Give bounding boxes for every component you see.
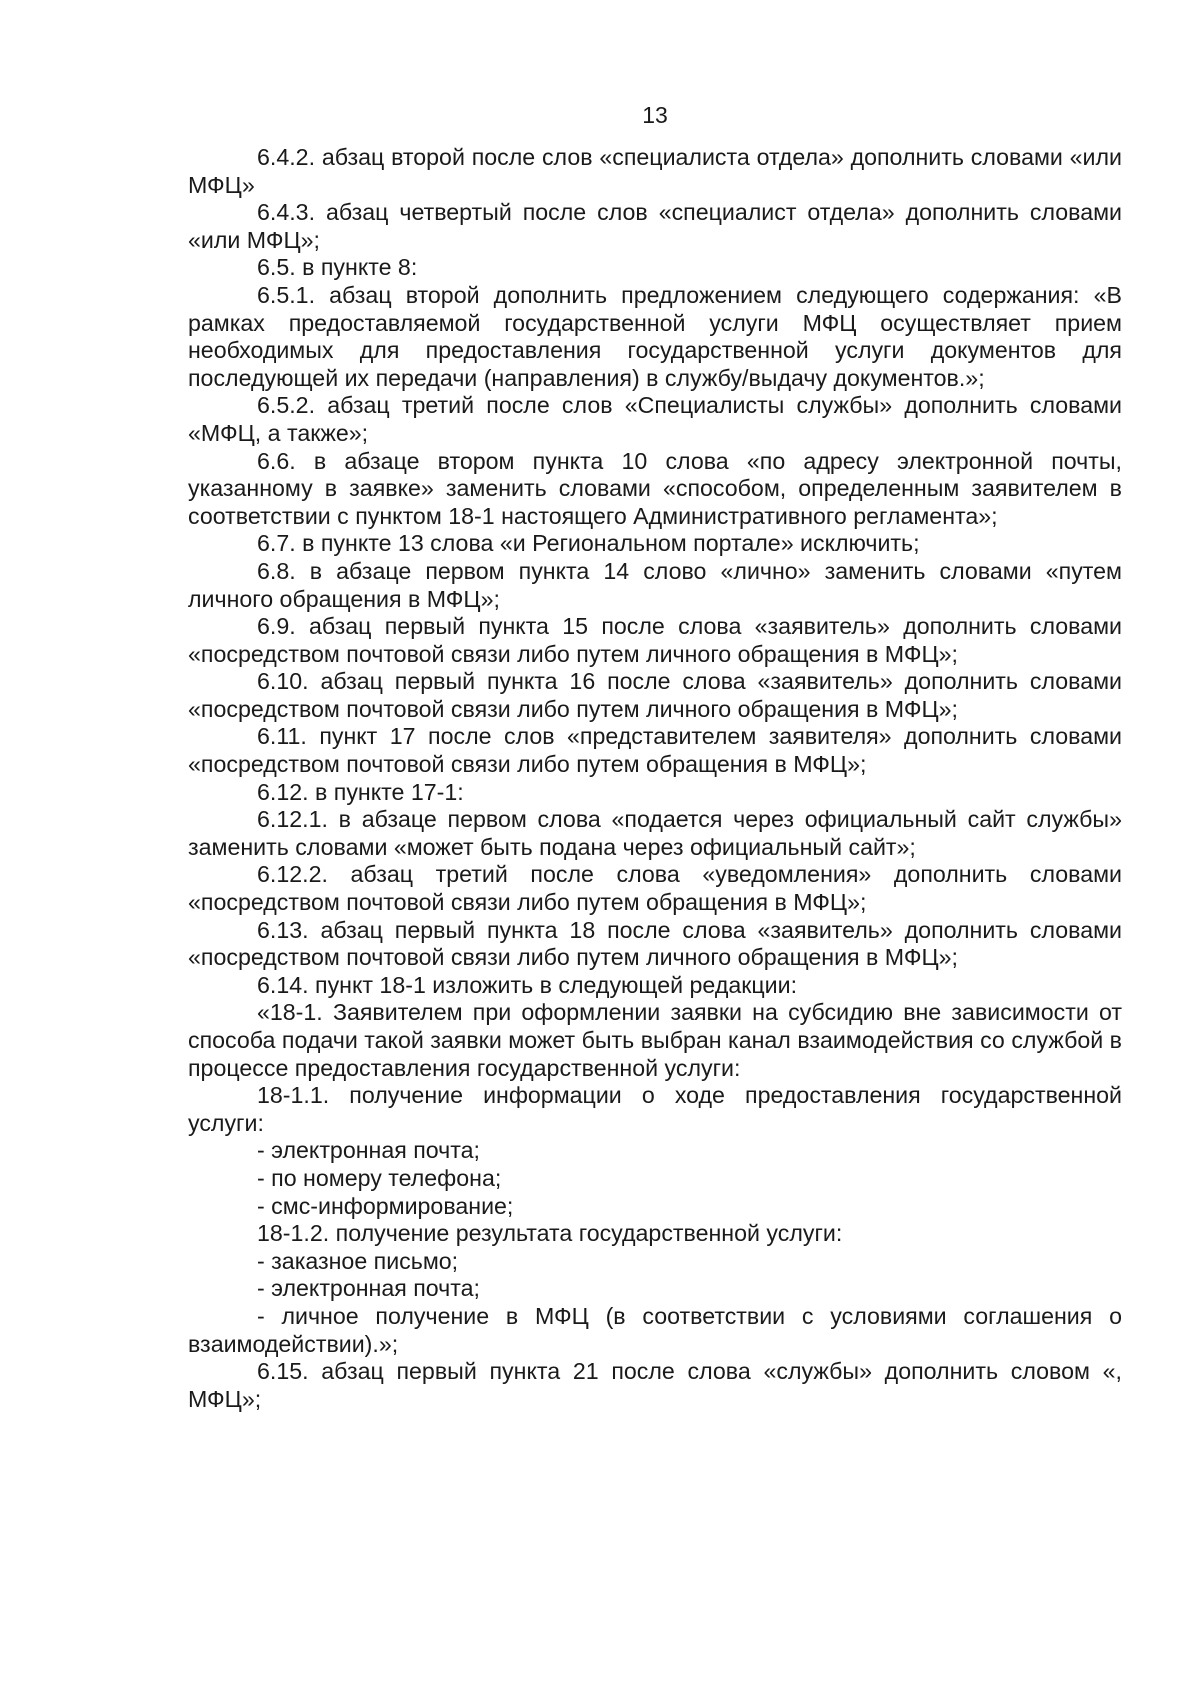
list-item-email-result: - электронная почта; bbox=[257, 1275, 480, 1302]
paragraph-6-15: 6.15. абзац первый пункта 21 после слова «службы» дополнить словом «, МФЦ»; bbox=[188, 1358, 1122, 1412]
paragraph-6-10: 6.10. абзац первый пункта 16 после слова «заявитель» дополнить словами «посредством почтовой связи либо путем личного обращения в МФЦ»; bbox=[188, 668, 1122, 722]
list-item-email: - электронная почта; bbox=[257, 1137, 480, 1164]
list-item-sms: - смс-информирование; bbox=[257, 1192, 514, 1219]
page-number: 13 bbox=[642, 102, 668, 128]
paragraph-18-1-1: 18-1.1. получение информации о ходе предоставления государственной услуги: bbox=[188, 1082, 1122, 1136]
document-body bbox=[188, 144, 1122, 1413]
paragraph-6-4-3: 6.4.3. абзац четвертый после слов «специалист отдела» дополнить словами «или МФЦ»; bbox=[188, 199, 1122, 253]
paragraph-18-1: «18-1. Заявителем при оформлении заявки на субсидию вне зависимости от способа подачи такой заявки может быть выбран канал взаимодействия со службой в процессе предоставления государственной услуги: bbox=[188, 999, 1122, 1081]
paragraph-6-4-2: 6.4.2. абзац второй после слов «специалиста отдела» дополнить словами «или МФЦ» bbox=[188, 144, 1122, 198]
paragraph-6-12: 6.12. в пункте 17-1: bbox=[257, 778, 464, 805]
list-item-phone: - по номеру телефона; bbox=[257, 1164, 502, 1191]
list-item-personal-pickup: - личное получение в МФЦ (в соответствии с условиями соглашения о взаимодействии).»; bbox=[188, 1302, 1122, 1357]
paragraph-6-12-2: 6.12.2. абзац третий после слова «уведомления» дополнить словами «посредством почтовой связи либо путем обращения в МФЦ»; bbox=[188, 861, 1122, 916]
paragraph-6-5-1: 6.5.1. абзац второй дополнить предложением следующего содержания: «В рамках предоставляемой государственной услуги МФЦ осуществляет прием необходимых для предоставления государственной услуги документов для последующей их передачи (направления) в службу/выдачу документов.»; bbox=[188, 281, 1122, 391]
paragraph-6-9: 6.9. абзац первый пункта 15 после слова «заявитель» дополнить словами «посредством почтовой связи либо путем личного обращения в МФЦ»; bbox=[188, 613, 1122, 667]
paragraph-6-8: 6.8. в абзаце первом пункта 14 слово «лично» заменить словами «путем личного обращения в МФЦ»; bbox=[188, 557, 1122, 612]
paragraph-6-12-1: 6.12.1. в абзаце первом слова «подается через официальный сайт службы» заменить словами «может быть подана через официальный сайт»; bbox=[188, 806, 1122, 860]
list-item-registered-letter: - заказное письмо; bbox=[257, 1247, 459, 1274]
paragraph-6-11: 6.11. пункт 17 после слов «представителем заявителя» дополнить словами «посредством почтовой связи либо путем обращения в МФЦ»; bbox=[188, 723, 1122, 778]
paragraph-6-5-2: 6.5.2. абзац третий после слов «Специалисты службы» дополнить словами «МФЦ, а также»; bbox=[188, 392, 1122, 446]
paragraph-6-7: 6.7. в пункте 13 слова «и Региональном портале» исключить; bbox=[257, 530, 920, 557]
paragraph-6-5: 6.5. в пункте 8: bbox=[257, 254, 418, 281]
paragraph-6-13: 6.13. абзац первый пункта 18 после слова «заявитель» дополнить словами «посредством почтовой связи либо путем личного обращения в МФЦ»; bbox=[188, 916, 1122, 971]
paragraph-6-14: 6.14. пункт 18-1 изложить в следующей редакции: bbox=[257, 971, 798, 998]
paragraph-18-1-2: 18-1.2. получение результата государственной услуги: bbox=[257, 1220, 843, 1247]
paragraph-6-6: 6.6. в абзаце втором пункта 10 слова «по адресу электронной почты, указанному в заявке» заменить словами «способом, определенным заявителем в соответствии с пунктом 18-1 настоящего Административного регламента»; bbox=[188, 447, 1122, 529]
